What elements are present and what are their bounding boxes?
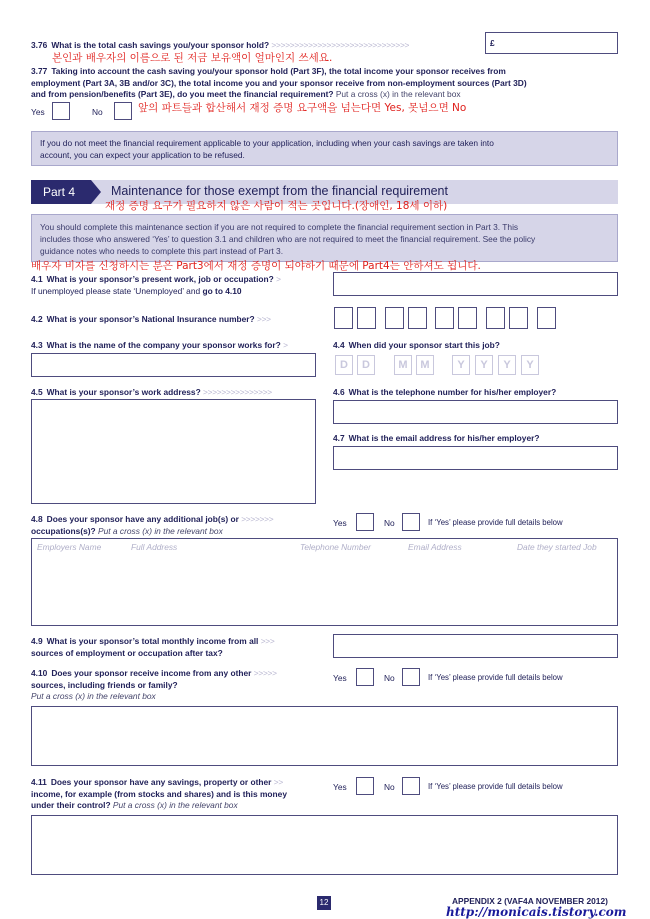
q46-label: 4.6 What is the telephone number for his/her employer? (333, 387, 557, 397)
q411-yes-checkbox[interactable] (356, 777, 374, 795)
annotation-part4: 재정 증명 요구가 필요하지 않은 사람이 적는 곳입니다.(장애인, 18세 이하) (105, 200, 448, 212)
ni-char-3[interactable] (385, 307, 404, 329)
part4-info: You should complete this maintenance section if you are not required to complete the financial requirement section in Part 3. This includes those who answered ‘Yes’ to question 3.1 and children who are not required to meet the financial requirement. See the policy guidance notes who needs to complete this part instead of Part 3. (31, 214, 618, 262)
col-date-started: Date they started Job (517, 542, 597, 552)
q410-no-label: No (384, 673, 395, 683)
ni-char-1[interactable] (334, 307, 353, 329)
q48-no-checkbox[interactable] (402, 513, 420, 531)
q376-label: 3.76 What is the total cash savings you/your sponsor hold? >>>>>>>>>>>>>>>>>>>>>>>>>>>>>> (31, 40, 410, 50)
appendix-label: APPENDIX 2 (VAF4A NOVEMBER 2012) (452, 896, 608, 906)
q411-detail-label: If ‘Yes’ please provide full details below (428, 782, 563, 791)
q48-detail-label: If ‘Yes’ please provide full details below (428, 518, 563, 527)
date-year-2[interactable]: Y (475, 355, 493, 375)
col-telephone-number: Telephone Number (300, 542, 371, 552)
work-address-input[interactable] (31, 399, 316, 504)
q377-yes-label: Yes (31, 107, 45, 117)
savings-property-details[interactable] (31, 815, 618, 875)
ni-char-5[interactable] (435, 307, 454, 329)
ni-char-4[interactable] (408, 307, 427, 329)
date-month-2[interactable]: M (416, 355, 434, 375)
q410-label: 4.10 Does your sponsor receive income from any other >>>>> sources, including friends or family? Put a cross (x) in the relevant box (31, 668, 277, 701)
monthly-income-input[interactable] (333, 634, 618, 658)
q48-yes-checkbox[interactable] (356, 513, 374, 531)
other-income-details[interactable] (31, 706, 618, 766)
part4-title: Maintenance for those exempt from the financial requirement (111, 184, 448, 198)
q411-no-label: No (384, 782, 395, 792)
q411-yes-label: Yes (333, 782, 347, 792)
col-email-address: Email Address (408, 542, 462, 552)
ni-char-8[interactable] (509, 307, 528, 329)
q411-label: 4.11 Does your sponsor have any savings, property or other >> income, for example (from stocks and shares) and is this money under their control? Put a cross (x) in the relevant box (31, 777, 287, 810)
q42-label: 4.2 What is your sponsor’s National Insurance number? >>> (31, 314, 271, 324)
date-day-2[interactable]: D (357, 355, 375, 375)
ni-char-7[interactable] (486, 307, 505, 329)
date-day-1[interactable]: D (335, 355, 353, 375)
company-name-input[interactable] (31, 353, 316, 377)
annotation-financial: 앞의 파트들과 합산해서 재정 증명 요구액을 넘는다면 Yes, 못넘으면 No (138, 102, 467, 114)
employer-email-input[interactable] (333, 446, 618, 470)
date-year-1[interactable]: Y (452, 355, 470, 375)
annotation-part4-skip: 배우자 비자를 신청하시는 분은 Part3에서 재정 증명이 되야하기 때문에 Part4는 안하셔도 됩니다. (31, 260, 481, 272)
date-month-1[interactable]: M (394, 355, 412, 375)
additional-jobs-table[interactable] (31, 538, 618, 626)
ni-char-9[interactable] (537, 307, 556, 329)
q410-detail-label: If ‘Yes’ please provide full details below (428, 673, 563, 682)
date-year-4[interactable]: Y (521, 355, 539, 375)
q377-no-checkbox[interactable] (114, 102, 132, 120)
q48-label: 4.8 Does your sponsor have any additional job(s) or >>>>>>> occupations(s)? Put a cross (x) in the relevant box (31, 514, 274, 536)
q48-yes-label: Yes (333, 518, 347, 528)
occupation-input[interactable] (333, 272, 618, 296)
q45-label: 4.5 What is your sponsor’s work address? >>>>>>>>>>>>>>> (31, 387, 272, 397)
savings-input[interactable] (485, 32, 618, 54)
date-year-3[interactable]: Y (498, 355, 516, 375)
ni-char-6[interactable] (458, 307, 477, 329)
page-number: 12 (317, 896, 331, 910)
q47-label: 4.7 What is the email address for his/her employer? (333, 433, 540, 443)
q377-label: 3.77 Taking into account the cash saving you/your sponsor hold (Part 3F), the total income your sponsor receives from employment (Part 3A, 3B and/or 3C), the total income you and your sponsor receive from non-employment sources (Part 3D) and from pension/benefits (Part 3E), do you meet the financial requirement? Put a cross (x) in the relevant box (31, 66, 527, 99)
col-full-address: Full Address (131, 542, 178, 552)
q377-no-label: No (92, 107, 103, 117)
q410-yes-checkbox[interactable] (356, 668, 374, 686)
part4-tab: Part 4 (31, 180, 91, 204)
q49-label: 4.9 What is your sponsor’s total monthly income from all >>> sources of employment or occupation after tax? (31, 636, 275, 658)
employer-phone-input[interactable] (333, 400, 618, 424)
q41-label: 4.1 What is your sponsor’s present work, job or occupation? > If unemployed please state ‘Unemployed’ and go to 4.10 (31, 274, 281, 296)
q43-label: 4.3 What is the name of the company your sponsor works for? > (31, 340, 288, 350)
col-employers-name: Employers Name (37, 542, 102, 552)
q410-yes-label: Yes (333, 673, 347, 683)
ni-char-2[interactable] (357, 307, 376, 329)
part4-tab-arrow (91, 180, 101, 204)
currency-symbol: £ (490, 38, 495, 48)
q377-yes-checkbox[interactable] (52, 102, 70, 120)
q44-label: 4.4 When did your sponsor start this job? (333, 340, 500, 350)
q48-no-label: No (384, 518, 395, 528)
q410-no-checkbox[interactable] (402, 668, 420, 686)
watermark-url: http://monicais.tistory.com (446, 905, 627, 919)
refusal-notice: If you do not meet the financial requirement applicable to your application, including when your cash savings are taken into account, you can expect your application to be refused. (31, 131, 618, 166)
annotation-savings: 본인과 배우자의 이름으로 된 저금 보유액이 얼마인지 쓰세요. (52, 52, 333, 64)
q411-no-checkbox[interactable] (402, 777, 420, 795)
